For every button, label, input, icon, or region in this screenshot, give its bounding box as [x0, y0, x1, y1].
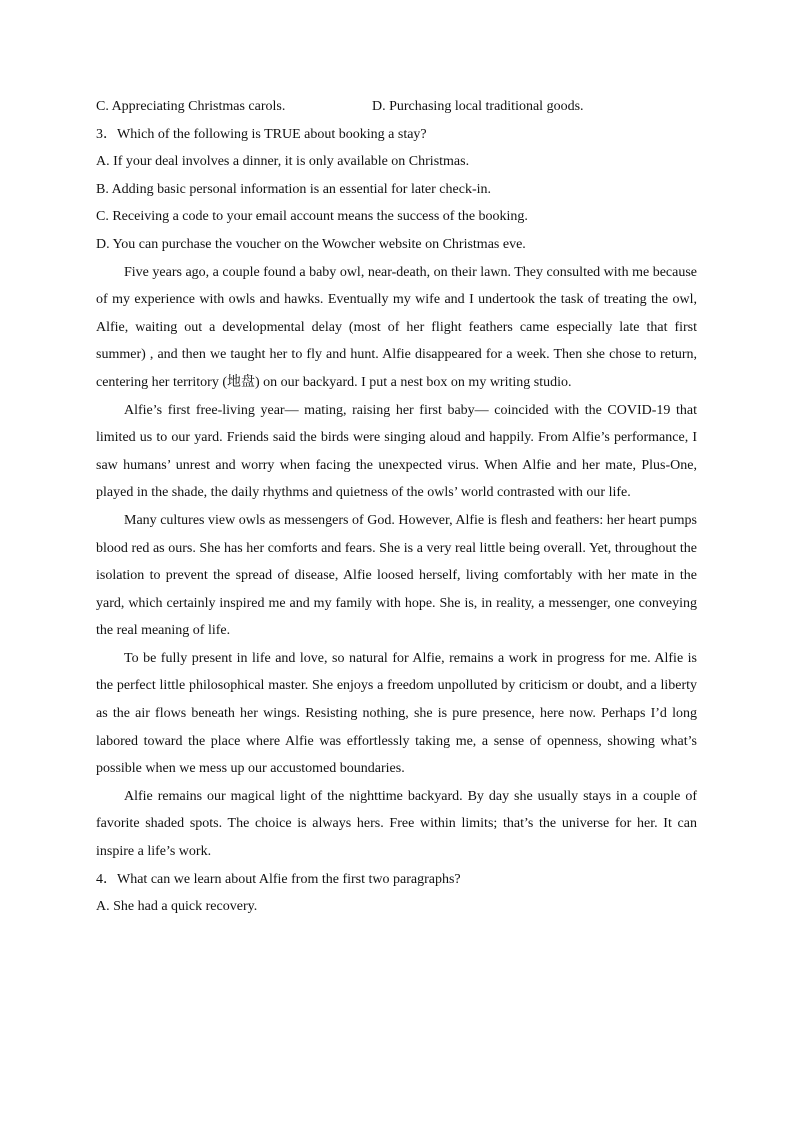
question-3-option-b: B. Adding basic personal information is an essential for later check-in.: [96, 181, 492, 197]
question-3-option-d: D. You can purchase the voucher on the Wowcher website on Christmas eve.: [96, 236, 526, 252]
question-3-option-a: A. If your deal involves a dinner, it is only available on Christmas.: [96, 154, 470, 170]
question-4: 4．What can we learn about Alfie from the first two paragraphs?: [96, 871, 461, 887]
passage-paragraph-4: To be fully present in life and love, so natural for Alfie, remains a work in progress for me. Alfie is the perfect little philosophical master. She enjoys a freedom unpolluted by criticism or doubt, and a liberty as the air flows beneath her wings. Resisting nothing, she is pure presence, here now. Perhaps I’d long labored toward the place where Alfie was effortlessly taking me, a sense of openness, showing what’s possible when we mess up our accustomed boundaries.: [96, 650, 697, 777]
passage-paragraph-2: Alfie’s first free-living year— mating, raising her first baby— coincided with the COVID-19 that limited us to our yard. Friends said the birds were singing aloud and happily. From Alfie’s performance, I saw humans’ unrest and worry when facing the unexpected virus. When Alfie and her mate, Plus-One, played in the shade, the daily rhythms and quietness of the owls’ world contrasted with our life.: [96, 402, 697, 501]
option-c: C. Appreciating Christmas carols.: [96, 99, 286, 114]
question-4-option-a: A. She had a quick recovery.: [96, 899, 258, 915]
option-d: D. Purchasing local traditional goods.: [372, 99, 584, 114]
passage-paragraph-1: Five years ago, a couple found a baby owl, near-death, on their lawn. They consulted with me because of my experience with owls and hawks. Eventually my wife and I undertook the task of treating the owl, Alfie, waiting out a developmental delay (most of her flight feathers came especially late that first summer) , and then we taught her to fly and hunt. Alfie disappeared for a week. Then she chose to return, centering her territory (地盘) on our backyard. I put a nest box on my writing studio.: [96, 264, 697, 390]
passage-paragraph-5: Alfie remains our magical light of the nighttime backyard. By day she usually stays in a couple of favorite shaded spots. The choice is always hers. Free within limits; that’s the universe for her. It can inspire a life’s work.: [96, 788, 697, 860]
question-2-options: [96, 93, 697, 121]
question-3-option-c: C. Receiving a code to your email account means the success of the booking.: [96, 209, 528, 225]
document-page: [96, 93, 697, 921]
passage-paragraph-3: Many cultures view owls as messengers of God. However, Alfie is flesh and feathers: her heart pumps blood red as ours. She has her comforts and fears. She is a very real little being overall. Yet, throughout the isolation to prevent the spread of disease, Alfie loosed herself, living comfortably with her mate in the yard, which certainly inspired me and my family with hope. She is, in reality, a messenger, one conveying the real meaning of life.: [96, 512, 697, 639]
question-3: 3．Which of the following is TRUE about booking a stay?: [96, 126, 427, 142]
